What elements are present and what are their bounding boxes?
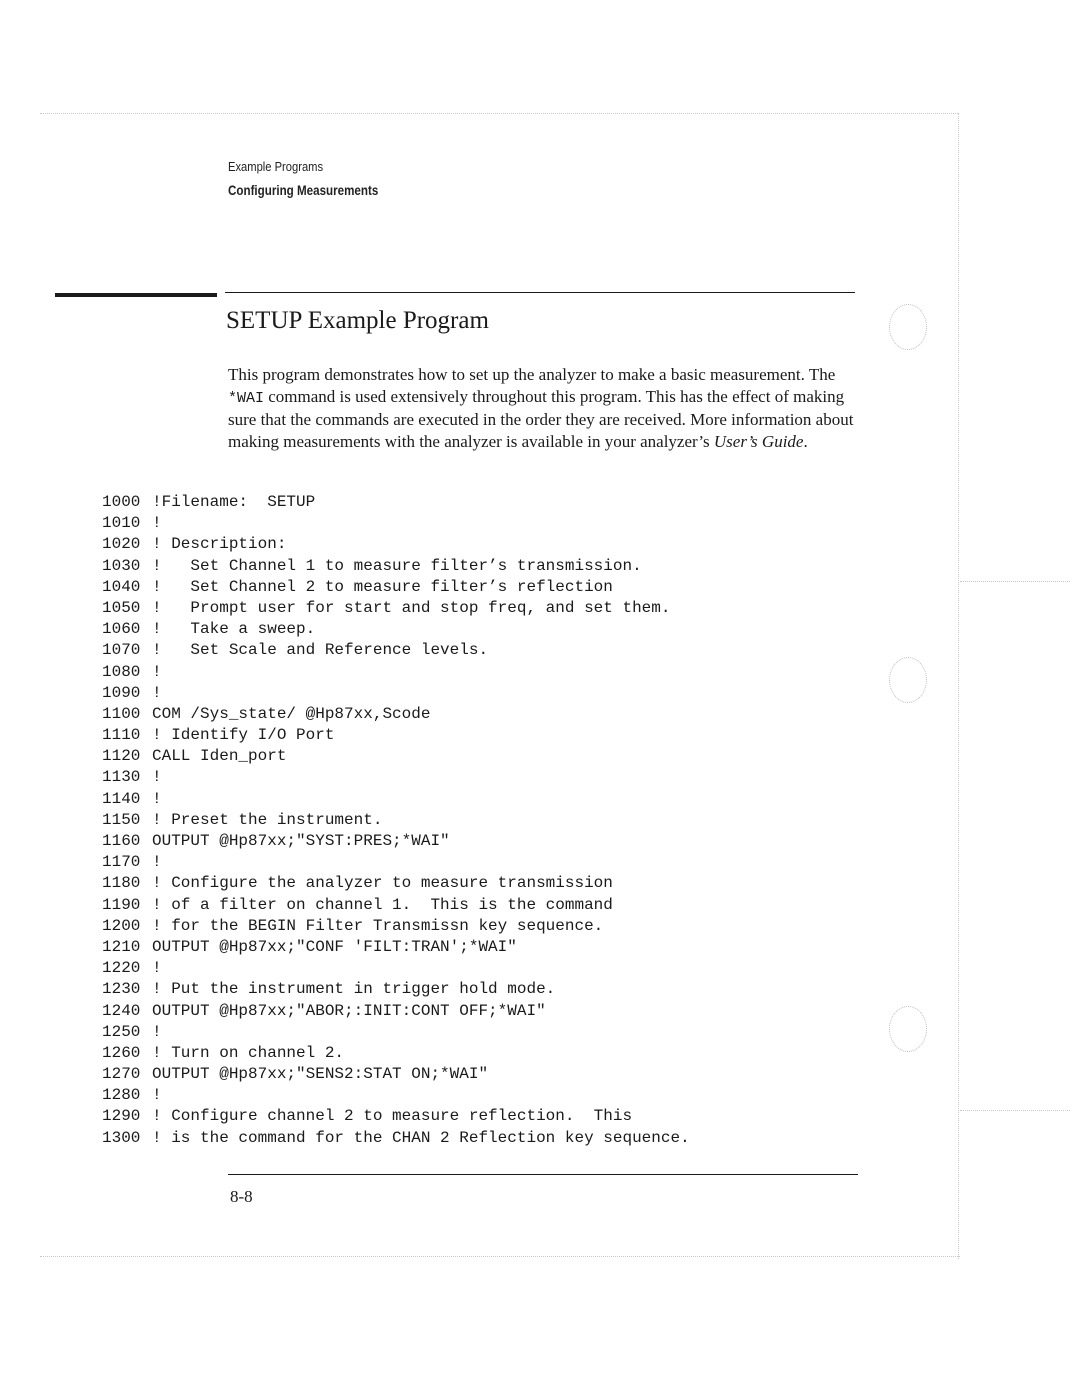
line-number: 1020 [102,535,141,554]
line-number: 1300 [102,1128,141,1147]
line-number: 1100 [102,704,141,723]
line-text: ! Identify I/O Port [152,726,335,745]
line-text: ! [152,514,162,533]
scan-tab-mark-upper [960,581,1070,582]
line-number: 1160 [102,832,141,850]
line-number: 1040 [102,577,141,596]
code-line [102,916,690,937]
line-text: ! [152,1022,162,1041]
line-number: 1230 [102,980,141,999]
line-text: OUTPUT @Hp87xx;"SYST:PRES;*WAI" [152,832,450,850]
code-line [102,873,690,894]
code-line [102,810,690,831]
code-line [102,725,690,746]
code-line [102,492,690,513]
line-number: 1130 [102,768,141,787]
intro-text-1: This program demonstrates how to set up the analyzer to make a basic measurement. The [228,365,836,384]
code-line [102,1022,690,1043]
code-line [102,683,690,704]
scan-tab-mark-lower [960,1110,1070,1111]
line-number: 1030 [102,556,141,575]
code-line [102,979,690,1000]
intro-paragraph [228,364,868,452]
code-line [102,767,690,788]
line-number: 1050 [102,598,141,617]
line-number: 1180 [102,874,141,893]
line-number: 1240 [102,1001,141,1020]
intro-guide-title: User’s Guide [713,431,804,451]
line-number: 1090 [102,683,141,702]
line-number: 1060 [102,620,141,639]
line-text: ! [152,768,162,787]
code-line [102,640,690,661]
line-text: CALL Iden_port [152,747,287,766]
line-text: ! is the command for the CHAN 2 Reflection key sequence. [152,1128,690,1147]
line-text: OUTPUT @Hp87xx;"ABOR;:INIT:CONT OFF;*WAI" [152,1001,546,1020]
line-number: 1000 [102,493,141,511]
footer-rule [228,1174,858,1175]
code-line [102,958,690,979]
code-line [102,1085,690,1106]
code-line [102,1106,690,1127]
line-number: 1170 [102,853,141,872]
line-text: ! Preset the instrument. [152,810,383,829]
line-text: ! [152,683,162,702]
line-text: ! for the BEGIN Filter Transmissn key sequence. [152,916,604,935]
code-line [102,577,690,598]
line-number: 1200 [102,916,141,935]
page-number: 8-8 [230,1187,253,1206]
code-line [102,556,690,577]
line-text: ! Put the instrument in trigger hold mode. [152,980,556,999]
line-text: OUTPUT @Hp87xx;"SENS2:STAT ON;*WAI" [152,1065,489,1084]
header-subsection: Configuring Measurements [228,183,379,198]
line-text: ! Set Scale and Reference levels. [152,641,489,660]
punch-hole-top [889,304,927,350]
line-text: !Filename: SETUP [152,493,316,511]
line-text: ! Set Channel 2 to measure filter’s reflection [152,577,613,596]
header-section: Example Programs [228,159,324,174]
code-line [102,852,690,873]
line-number: 1290 [102,1107,141,1126]
code-line [102,619,690,640]
code-line [102,598,690,619]
line-text: ! Configure the analyzer to measure transmission [152,874,613,893]
line-number: 1010 [102,514,141,533]
section-rule-thin [225,292,855,293]
line-text: ! [152,789,162,808]
line-text: ! Description: [152,535,287,554]
scan-border-top [40,113,958,114]
line-number: 1080 [102,662,141,681]
code-line [102,662,690,683]
line-text: ! of a filter on channel 1. This is the command [152,895,613,914]
code-line [102,1064,690,1085]
line-number: 1190 [102,895,141,914]
page-title: SETUP Example Program [226,307,489,334]
line-text: ! [152,959,162,978]
line-text: ! Prompt user for start and stop freq, and set them. [152,598,671,617]
running-header [228,158,378,200]
code-line [102,831,690,852]
code-line [102,513,690,534]
intro-text-2: command is used extensively throughout this program. This has the effect of making sure that the commands are executed in the order they are received. More information about making measurements with the analyzer is available in your analyzer’s [228,386,854,451]
scan-border-right [958,113,959,1259]
line-number: 1150 [102,810,141,829]
code-line [102,789,690,810]
line-number: 1280 [102,1086,141,1105]
line-number: 1120 [102,747,141,766]
line-text: ! Take a sweep. [152,620,316,639]
code-line [102,704,690,725]
line-text: ! [152,1086,162,1105]
line-number: 1140 [102,789,141,808]
code-line [102,937,690,958]
line-number: 1270 [102,1065,141,1084]
intro-end: . [803,431,808,451]
line-text: OUTPUT @Hp87xx;"CONF 'FILT:TRAN';*WAI" [152,937,517,956]
line-number: 1110 [102,726,141,745]
code-line [102,895,690,916]
line-text: ! [152,853,162,872]
line-number: 1250 [102,1022,141,1041]
line-number: 1210 [102,937,141,956]
line-number: 1070 [102,641,141,660]
code-line [102,1001,690,1022]
code-line [102,534,690,555]
line-text: ! Set Channel 1 to measure filter’s transmission. [152,556,642,575]
code-listing [102,492,690,1149]
punch-hole-bottom [889,1006,927,1052]
intro-command: *WAI [228,389,265,407]
code-line [102,746,690,767]
line-number: 1260 [102,1043,141,1062]
punch-hole-middle [889,657,927,703]
line-number: 1220 [102,959,141,978]
code-line [102,1128,690,1149]
line-text: ! Configure channel 2 to measure reflection. This [152,1107,633,1126]
scan-border-bottom [40,1256,960,1257]
line-text: ! [152,662,162,681]
code-line [102,1043,690,1064]
section-rule-thick [55,293,217,297]
line-text: ! Turn on channel 2. [152,1043,345,1062]
line-text: COM /Sys_state/ @Hp87xx,Scode [152,704,431,723]
